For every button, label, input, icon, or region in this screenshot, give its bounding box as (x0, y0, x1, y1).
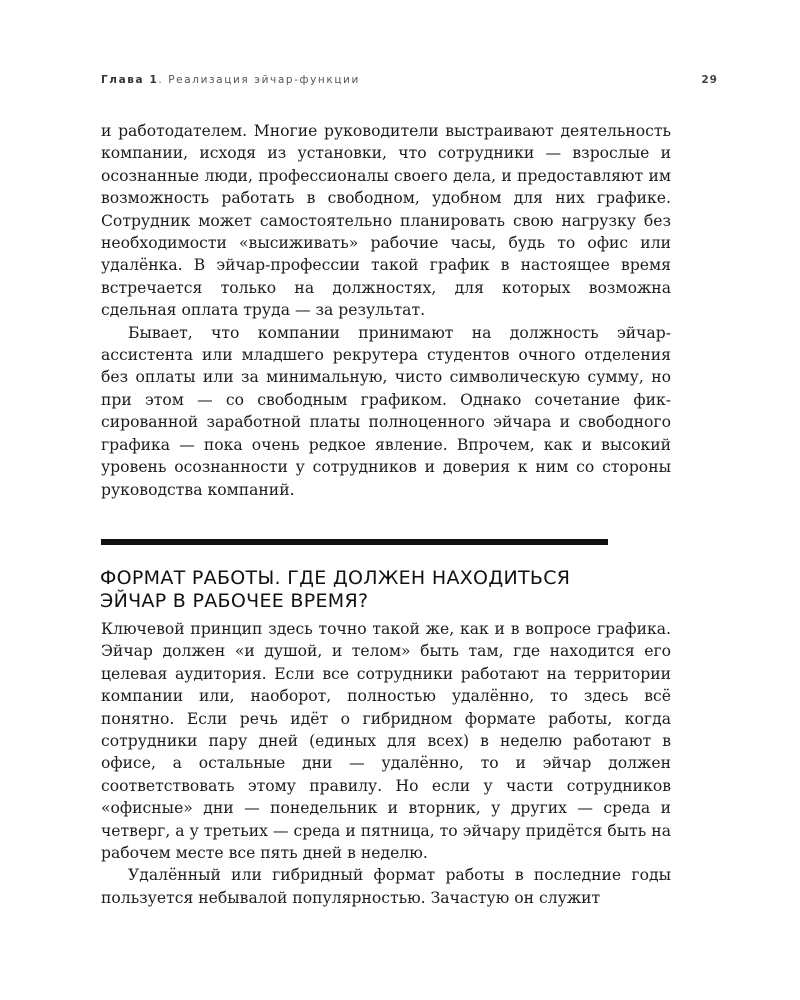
section-divider-rule (101, 539, 608, 545)
chapter-title: . Реализация эйчар-функции (158, 74, 360, 86)
running-head (101, 74, 718, 90)
section-heading: ФОРМАТ РАБОТЫ. ГДЕ ДОЛЖЕН НАХОДИТЬСЯ ЭЙЧАР В РАБОЧЕЕ ВРЕМЯ? (100, 566, 571, 612)
paragraph: Удалённый или гибридный формат работы в последние годы пользуется небывалой популярностью. Зачастую он служит (101, 866, 671, 907)
page-number: 29 (701, 74, 718, 86)
paragraph: Ключевой принцип здесь точно такой же, как и в вопросе графика. Эйчар должен «и душой, и телом» быть там, где находится его целевая аудитория. Если все сотрудники работают на территории компании или, наоборот, полностью удалённо, то здесь всё понятно. Если речь идёт о гибридном формате работы, когда сотрудники пару дней (единых для всех) в неделю работают в офисе, а остальные дни — удалённо, то и эйчар должен соответствовать этому правилу. Но если у части сотрудников «офисные» дни — понедельник и вторник, у других — среда и четверг, а у третьих — среда и пятница, то эйчару придётся быть на рабочем месте все пять дней в неделю. (101, 620, 671, 863)
paragraph: Бывает, что компании принимают на должность эйчар-ассистента или младшего рекрутера студентов очного отделения без оплаты или за минимальную, чисто символическую сумму, но при этом — со свободным графиком. Однако сочетание фиксированной заработной платы полноценного эйчара и свободного графика — пока очень редкое явление. Впрочем, как и высокий уровень осознанности у сотрудников и доверия к ним со стороны руководства компаний. (101, 323, 671, 499)
body-text-after-section (101, 618, 671, 909)
paragraph: и работодателем. Многие руководители выстраивают деятельность компании, исходя из установки, что сотрудники — взрослые и осознанные люди, профессионалы своего дела, и предоставляют им возможность работать в свободном, удобном для них графике. Сотрудник может самостоятельно планировать свою нагрузку без необходимости «высиживать» рабочие часы, будь то офис или удалёнка. В эйчар-профессии такой график в настоящее время встречается только на должностях, для которых возможна сдельная оплата труда — за результат. (101, 122, 671, 320)
body-text-before-section (101, 120, 671, 501)
chapter-label: Глава 1 (101, 74, 159, 86)
